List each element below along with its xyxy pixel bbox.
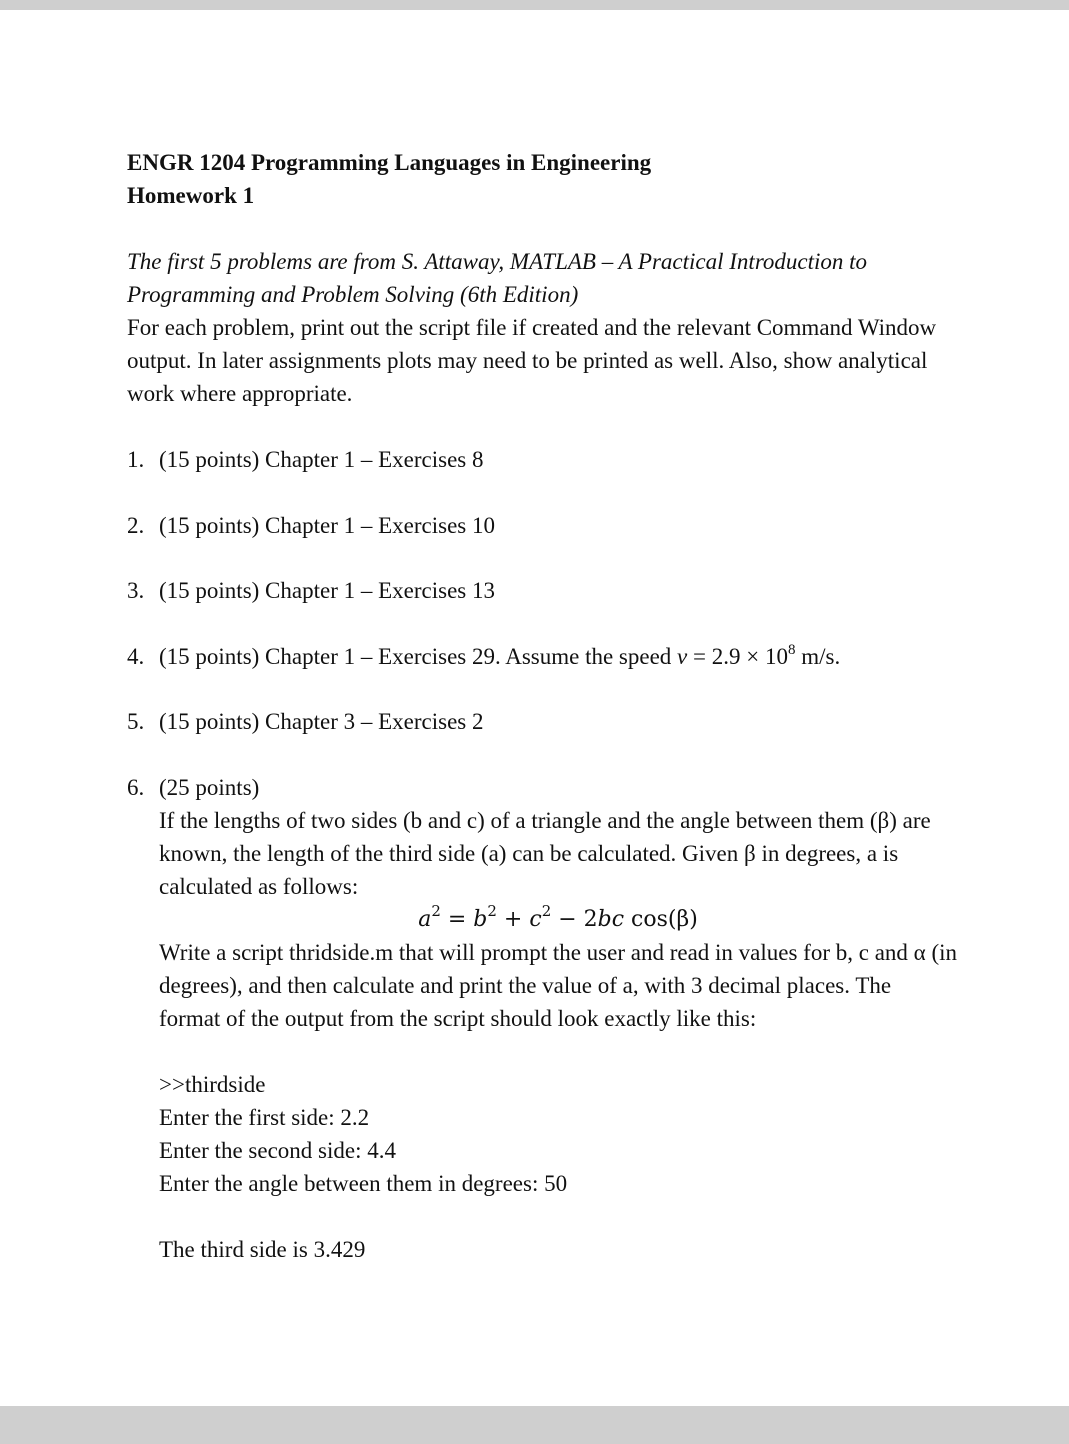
output-line: Enter the first side: 2.2 <box>159 1104 370 1130</box>
problem-task: Write a script thridside.m that will prompt the user and read in values for b, c and α (in degrees), and then calculate and print the value of a, with 3 decimal places. The format of the output from the script should look exactly like this: <box>159 939 958 1031</box>
problem-number: 2. <box>127 512 145 538</box>
problem-text: (15 points) Chapter 1 – Exercises 29. Assume the speed <box>159 643 678 669</box>
output-line: Enter the second side: 4.4 <box>159 1137 396 1163</box>
problem-number: 3. <box>127 578 145 603</box>
problem-list <box>127 443 957 1266</box>
output-line: >>thirdside <box>159 1071 266 1097</box>
problem-number: 1. <box>127 447 145 472</box>
problem-number: 5. <box>127 709 145 734</box>
problem-number: 4. <box>127 643 145 669</box>
problem-1 <box>127 443 957 476</box>
problem-description: If the lengths of two sides (b and c) of a triangle and the angle between them (β) are known, the length of the third side (a) can be calculated. Given β in degrees, a is calculated as follows: <box>159 807 931 899</box>
speed-variable: v <box>677 643 688 669</box>
speed-equation: = 2.9 × 10 <box>687 643 788 669</box>
problem-6 <box>127 771 957 1266</box>
problem-points: (25 points) <box>159 774 260 800</box>
sample-output <box>159 1068 957 1266</box>
problem-text: (15 points) Chapter 1 – Exercises 10 <box>159 512 495 538</box>
source-note: The first 5 problems are from S. Attaway, MATLAB – A Practical Introduction to Programming and Problem Solving (6th Edition) <box>127 249 868 307</box>
instructions: For each problem, print out the script file if created and the relevant Command Window output. In later assignments plots may need to be printed as well. Also, show analytical work where appropriate. <box>127 315 937 406</box>
problem-4 <box>127 640 957 673</box>
course-title: ENGR 1204 Programming Languages in Engineering <box>127 150 652 175</box>
problem-2 <box>127 509 957 542</box>
output-line: Enter the angle between them in degrees: 50 <box>159 1170 568 1196</box>
problem-5 <box>127 705 957 738</box>
problem-number: 6. <box>127 774 145 800</box>
document-content <box>127 146 957 1298</box>
assignment-title: Homework 1 <box>127 183 255 208</box>
law-of-cosines-equation: $a^2 = b^2 + c^2 - 2bc$ cos(β) <box>418 901 698 932</box>
problem-text: (15 points) Chapter 3 – Exercises 2 <box>159 709 484 734</box>
problem-text: (15 points) Chapter 1 – Exercises 13 <box>159 578 495 603</box>
problem-text: (15 points) Chapter 1 – Exercises 8 <box>159 447 484 472</box>
problem-3 <box>127 574 957 607</box>
speed-unit: m/s. <box>795 643 841 669</box>
output-result: The third side is 3.429 <box>159 1236 366 1262</box>
document-page <box>0 10 1069 1406</box>
speed-exponent: 8 <box>787 641 796 658</box>
